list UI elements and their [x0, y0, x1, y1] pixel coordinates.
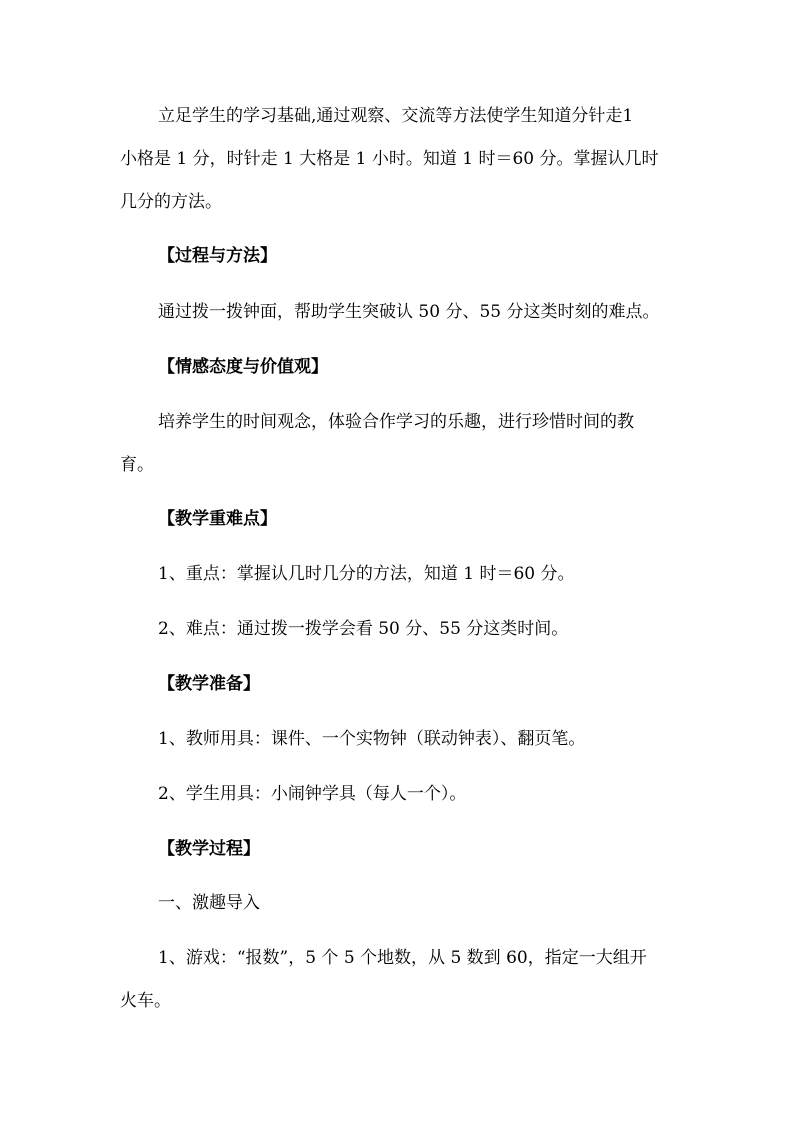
paragraph-process: 通过拨一拨钟面，帮助学生突破认 50 分、55 分这类时刻的难点。 — [158, 302, 660, 322]
game-line-1: 1、游戏：“报数”，5 个 5 个地数，从 5 数到 60，指定一大组开 — [158, 948, 647, 968]
heading-emotion-values: 【情感态度与价值观】 — [158, 357, 328, 377]
prep-item-1: 1、教师用具：课件、一个实物钟（联动钟表）、翻页笔。 — [158, 729, 586, 749]
key-point-2: 2、难点：通过拨一拨学会看 50 分、55 分这类时间。 — [158, 619, 569, 639]
paragraph-objective-line-3: 几分的方法。 — [120, 192, 222, 212]
heading-teaching-process: 【教学过程】 — [158, 839, 260, 859]
heading-teaching-preparation: 【教学准备】 — [158, 674, 260, 694]
step-1-title: 一、激趣导入 — [158, 893, 260, 913]
heading-key-difficult-points: 【教学重难点】 — [158, 509, 277, 529]
paragraph-objective-line-1: 立足学生的学习基础,通过观察、交流等方法使学生知道分针走1 — [158, 106, 634, 126]
key-point-1: 1、重点：掌握认几时几分的方法，知道 1 时＝60 分。 — [158, 564, 575, 584]
prep-item-2: 2、学生用具：小闹钟学具（每人一个）。 — [158, 784, 467, 804]
paragraph-objective-line-2: 小格是 1 分，时针走 1 大格是 1 小时。知道 1 时＝60 分。掌握认几时 — [120, 149, 659, 169]
game-line-2: 火车。 — [120, 991, 171, 1011]
paragraph-emotion-line-1: 培养学生的时间观念，体验合作学习的乐趣，进行珍惜时间的教 — [158, 412, 634, 432]
paragraph-emotion-line-2: 育。 — [120, 455, 154, 475]
heading-process-and-method: 【过程与方法】 — [158, 246, 277, 266]
